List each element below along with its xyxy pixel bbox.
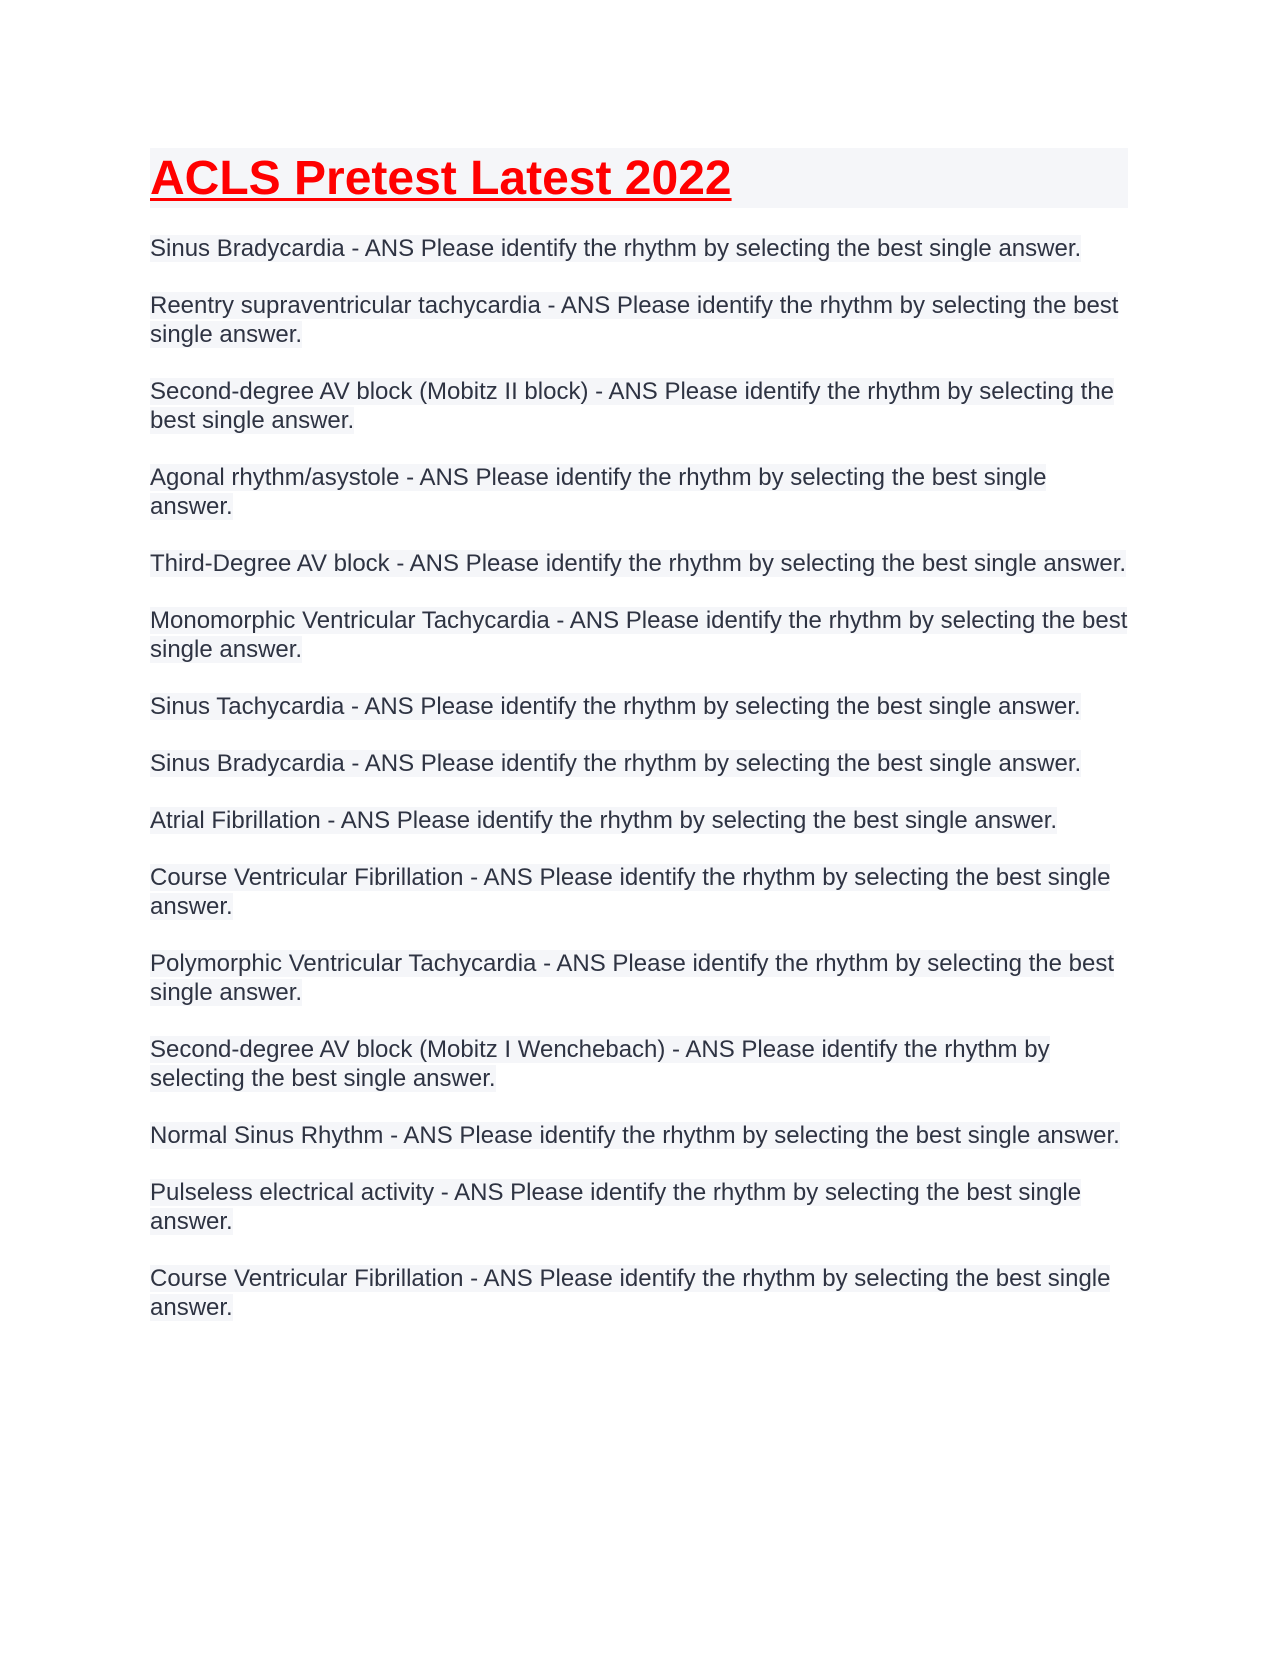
list-item [150, 463, 1128, 521]
list-item [150, 291, 1128, 349]
document-page [150, 148, 1128, 1350]
list-item-text: Polymorphic Ventricular Tachycardia - ANS Please identify the rhythm by selecting the best single answer. [150, 950, 1115, 1006]
title-block [150, 148, 1128, 208]
list-item [150, 692, 1128, 721]
list-item [150, 806, 1128, 835]
list-item-text: Sinus Bradycardia - ANS Please identify the rhythm by selecting the best single answer. [150, 750, 1082, 777]
list-item [150, 949, 1128, 1007]
list-item [150, 234, 1128, 263]
list-item [150, 606, 1128, 664]
list-item-text: Second-degree AV block (Mobitz I Wenchebach) - ANS Please identify the rhythm by selecting the best single answer. [150, 1036, 1050, 1092]
list-item-text: Sinus Bradycardia - ANS Please identify the rhythm by selecting the best single answer. [150, 235, 1082, 262]
list-item-text: Sinus Tachycardia - ANS Please identify the rhythm by selecting the best single answer. [150, 693, 1081, 720]
list-item [150, 1035, 1128, 1093]
list-item [150, 863, 1128, 921]
page-title: ACLS Pretest Latest 2022 [150, 152, 732, 205]
list-item [150, 1178, 1128, 1236]
list-item-text: Normal Sinus Rhythm - ANS Please identify the rhythm by selecting the best single answer. [150, 1122, 1120, 1149]
list-item [150, 549, 1128, 578]
list-item-text: Second-degree AV block (Mobitz II block) - ANS Please identify the rhythm by selecting the best single answer. [150, 378, 1115, 434]
list-item [150, 749, 1128, 778]
question-list [150, 234, 1128, 1322]
list-item [150, 1264, 1128, 1322]
list-item-text: Course Ventricular Fibrillation - ANS Please identify the rhythm by selecting the best single answer. [150, 864, 1111, 920]
list-item-text: Course Ventricular Fibrillation - ANS Please identify the rhythm by selecting the best single answer. [150, 1265, 1111, 1321]
list-item-text: Pulseless electrical activity - ANS Please identify the rhythm by selecting the best single answer. [150, 1179, 1082, 1235]
list-item-text: Reentry supraventricular tachycardia - ANS Please identify the rhythm by selecting the best single answer. [150, 292, 1119, 348]
list-item [150, 1121, 1128, 1150]
list-item-text: Atrial Fibrillation - ANS Please identify the rhythm by selecting the best single answer. [150, 807, 1058, 834]
list-item [150, 377, 1128, 435]
list-item-text: Third-Degree AV block - ANS Please identify the rhythm by selecting the best single answer. [150, 550, 1127, 577]
list-item-text: Monomorphic Ventricular Tachycardia - ANS Please identify the rhythm by selecting the best single answer. [150, 607, 1128, 663]
list-item-text: Agonal rhythm/asystole - ANS Please identify the rhythm by selecting the best single answer. [150, 464, 1047, 520]
